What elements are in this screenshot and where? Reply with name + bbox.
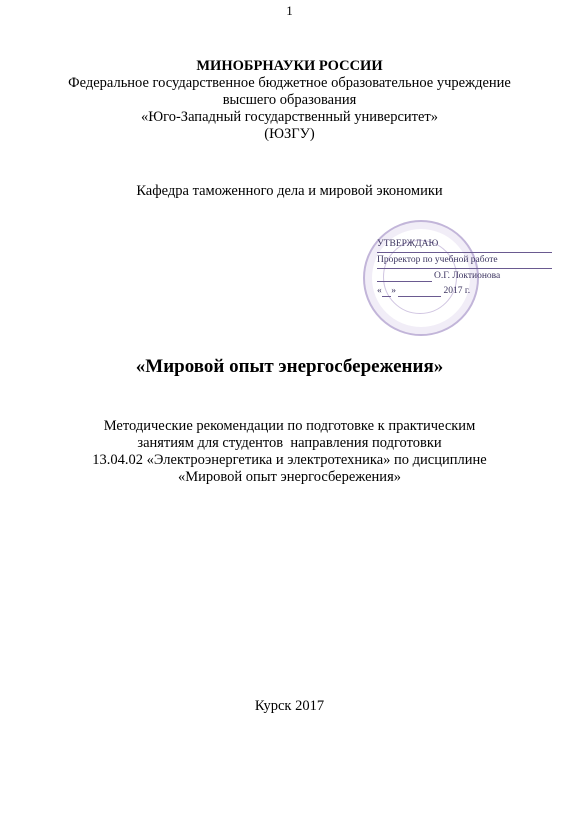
city-year: Курск 2017	[254, 698, 325, 714]
approver-name: О.Г. Локтионова	[434, 271, 501, 281]
approval-date-row	[377, 284, 552, 299]
page-number: 1	[286, 3, 293, 18]
approval-signature-row	[377, 269, 552, 284]
institution-line-1: Федеральное государственное бюджетное образовательное учреждение	[68, 75, 511, 91]
document-subtitle	[0, 418, 579, 486]
subtitle-line-2: занятиям для студентов направления подготовки	[137, 435, 442, 451]
date-day-blank	[382, 286, 392, 297]
subtitle-line-1: Методические рекомендации по подготовке к практическим	[103, 418, 476, 434]
department-name: Кафедра таможенного дела и мировой экономики	[136, 183, 443, 199]
institution-header	[0, 58, 579, 143]
approval-stamp	[355, 216, 550, 341]
date-month-blank	[398, 286, 441, 297]
document-title: «Мировой опыт энергосбережения»	[135, 356, 444, 377]
date-open-quote: «	[377, 286, 382, 296]
institution-line-3: «Юго-Западный государственный университет»	[140, 109, 439, 125]
date-close-quote: »	[391, 286, 396, 296]
approval-heading: УТВЕРЖДАЮ	[377, 237, 552, 253]
institution-line-2: высшего образования	[222, 92, 357, 108]
institution-line-4: (ЮЗГУ)	[264, 126, 315, 142]
date-year: 2017 г.	[443, 286, 471, 296]
approval-block	[377, 237, 552, 299]
subtitle-line-4: «Мировой опыт энергосбережения»	[178, 469, 401, 485]
signature-line	[377, 271, 432, 282]
approval-position: Проректор по учебной работе	[377, 253, 552, 269]
ministry-name: МИНОБРНАУКИ РОССИИ	[196, 58, 383, 74]
subtitle-line-3: 13.04.02 «Электроэнергетика и электротехника» по дисциплине	[92, 452, 487, 468]
